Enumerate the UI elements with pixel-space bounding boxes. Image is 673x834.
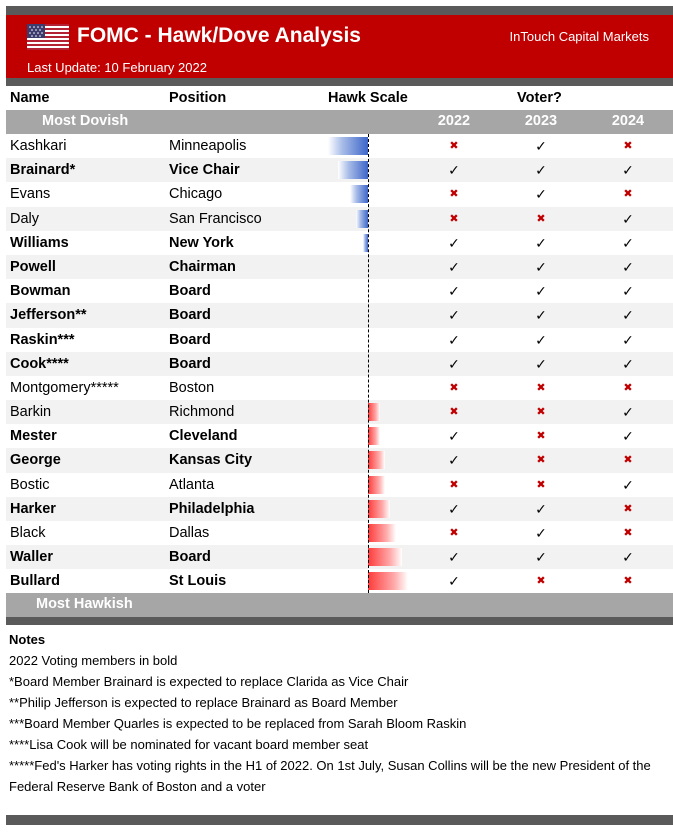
member-position: St Louis bbox=[169, 573, 227, 590]
cross-icon: ✖ bbox=[623, 381, 633, 394]
member-name: Williams bbox=[10, 234, 69, 251]
member-row bbox=[6, 569, 673, 593]
cross-icon: ✖ bbox=[449, 188, 459, 201]
member-row bbox=[6, 231, 673, 255]
check-icon: ✓ bbox=[535, 258, 547, 275]
check-icon: ✓ bbox=[535, 138, 547, 154]
cross-icon: ✖ bbox=[623, 575, 633, 588]
check-icon: ✓ bbox=[535, 525, 547, 541]
check-icon: ✓ bbox=[448, 355, 460, 372]
member-position: Chicago bbox=[169, 186, 223, 203]
cross-icon: ✖ bbox=[449, 527, 459, 539]
check-icon: ✓ bbox=[535, 549, 547, 566]
cross-icon: ✖ bbox=[449, 140, 459, 152]
cross-icon: ✖ bbox=[536, 454, 546, 467]
check-icon: ✓ bbox=[622, 331, 634, 348]
notes-section bbox=[9, 629, 669, 797]
cross-icon: ✖ bbox=[449, 478, 459, 491]
hawk-scale-bar bbox=[368, 476, 385, 494]
member-name: Mester bbox=[10, 428, 57, 445]
member-name: Evans bbox=[10, 186, 51, 203]
check-icon: ✓ bbox=[535, 307, 547, 324]
check-icon: ✓ bbox=[622, 234, 634, 251]
dove-scale-bar bbox=[350, 185, 368, 203]
check-icon: ✓ bbox=[622, 404, 634, 421]
member-row bbox=[6, 448, 673, 472]
member-row bbox=[6, 182, 673, 206]
cross-icon: ✖ bbox=[623, 188, 633, 201]
member-row bbox=[6, 255, 673, 279]
check-icon: ✓ bbox=[622, 549, 634, 566]
note-line: ***Board Member Quarles is expected to be replaced from Sarah Bloom Raskin bbox=[9, 716, 467, 731]
check-icon: ✓ bbox=[448, 307, 460, 324]
member-name: Brainard* bbox=[10, 162, 76, 179]
member-row bbox=[6, 328, 673, 352]
check-icon: ✓ bbox=[535, 283, 547, 300]
check-icon: ✓ bbox=[448, 549, 460, 566]
member-name: Kashkari bbox=[10, 138, 67, 154]
check-icon: ✓ bbox=[535, 234, 547, 251]
member-name: Bowman bbox=[10, 283, 71, 300]
cross-icon: ✖ bbox=[536, 575, 546, 588]
note-line: **Philip Jefferson is expected to replace Brainard as Board Member bbox=[9, 695, 398, 710]
notes-title: Notes bbox=[9, 632, 46, 647]
check-icon: ✓ bbox=[448, 234, 460, 251]
most-hawkish-band bbox=[6, 593, 673, 617]
dove-scale-bar bbox=[356, 210, 368, 228]
check-icon: ✓ bbox=[448, 573, 460, 590]
check-icon: ✓ bbox=[535, 355, 547, 372]
hawk-scale-bar bbox=[368, 403, 380, 421]
hawk-scale-bar bbox=[368, 524, 396, 542]
cross-icon: ✖ bbox=[536, 478, 546, 491]
member-name: Powell bbox=[10, 258, 56, 275]
most-dovish-band bbox=[6, 110, 673, 134]
check-icon: ✓ bbox=[622, 476, 634, 493]
member-position: Board bbox=[169, 355, 211, 372]
brand-name: InTouch Capital Markets bbox=[509, 29, 649, 44]
check-icon: ✓ bbox=[622, 307, 634, 324]
member-name: Cook**** bbox=[10, 355, 69, 372]
check-icon: ✓ bbox=[535, 500, 547, 517]
check-icon: ✓ bbox=[448, 452, 460, 469]
cross-icon: ✖ bbox=[536, 406, 546, 419]
hawk-scale-bar bbox=[368, 451, 385, 469]
member-position: New York bbox=[169, 234, 234, 251]
cross-icon: ✖ bbox=[536, 430, 546, 443]
hawk-scale-bar bbox=[368, 548, 402, 566]
hawk-scale-bar bbox=[368, 427, 380, 445]
report-title: FOMC - Hawk/Dove Analysis bbox=[77, 24, 361, 47]
member-position: Chairman bbox=[169, 258, 236, 275]
member-position: Atlanta bbox=[169, 476, 215, 493]
member-row bbox=[6, 376, 673, 400]
note-line: ****Lisa Cook will be nominated for vacant board member seat bbox=[9, 737, 369, 752]
member-position: Kansas City bbox=[169, 452, 253, 469]
member-position: Cleveland bbox=[169, 428, 238, 445]
member-row bbox=[6, 545, 673, 569]
member-position: Board bbox=[169, 307, 211, 324]
cross-icon: ✖ bbox=[623, 140, 633, 152]
note-line: 2022 Voting members in bold bbox=[9, 653, 178, 668]
check-icon: ✓ bbox=[622, 210, 634, 227]
member-name: Jefferson** bbox=[10, 307, 87, 324]
member-row bbox=[6, 400, 673, 424]
check-icon: ✓ bbox=[535, 162, 547, 179]
column-header-name: Name bbox=[10, 90, 50, 106]
cross-icon: ✖ bbox=[623, 454, 633, 467]
check-icon: ✓ bbox=[448, 162, 460, 179]
check-icon: ✓ bbox=[622, 258, 634, 275]
cross-icon: ✖ bbox=[536, 212, 546, 225]
member-row bbox=[6, 134, 673, 158]
member-row bbox=[6, 424, 673, 448]
check-icon: ✓ bbox=[535, 331, 547, 348]
last-update: Last Update: 10 February 2022 bbox=[27, 60, 207, 75]
member-name: Barkin bbox=[10, 404, 52, 421]
member-row bbox=[6, 207, 673, 231]
member-row bbox=[6, 497, 673, 521]
member-position: Philadelphia bbox=[169, 500, 255, 517]
year-header-2022: 2022 bbox=[437, 113, 471, 129]
check-icon: ✓ bbox=[448, 428, 460, 445]
cross-icon: ✖ bbox=[449, 406, 459, 419]
cross-icon: ✖ bbox=[623, 527, 633, 539]
member-name: Black bbox=[10, 525, 46, 541]
dove-scale-bar bbox=[328, 137, 368, 155]
member-name: George bbox=[10, 452, 61, 469]
hawk-scale-bar bbox=[368, 500, 390, 518]
check-icon: ✓ bbox=[448, 258, 460, 275]
member-name: Bostic bbox=[10, 476, 50, 493]
cross-icon: ✖ bbox=[449, 212, 459, 225]
hawk-scale-neutral-axis bbox=[368, 134, 369, 593]
cross-icon: ✖ bbox=[536, 381, 546, 394]
member-row bbox=[6, 158, 673, 182]
member-row bbox=[6, 521, 673, 545]
column-header-hawk-scale: Hawk Scale bbox=[328, 90, 408, 106]
member-row bbox=[6, 352, 673, 376]
member-name: Daly bbox=[10, 210, 40, 227]
member-name: Montgomery***** bbox=[10, 379, 119, 396]
member-row bbox=[6, 473, 673, 497]
member-name: Waller bbox=[10, 549, 53, 566]
us-flag-icon bbox=[27, 24, 69, 50]
check-icon: ✓ bbox=[622, 428, 634, 445]
member-table bbox=[6, 134, 673, 594]
check-icon: ✓ bbox=[622, 355, 634, 372]
member-position: Boston bbox=[169, 379, 215, 396]
footer-divider-bar bbox=[6, 815, 673, 825]
check-icon: ✓ bbox=[448, 331, 460, 348]
member-position: Richmond bbox=[169, 404, 235, 421]
member-position: Board bbox=[169, 549, 211, 566]
member-position: Dallas bbox=[169, 525, 210, 541]
top-divider-bar bbox=[6, 6, 673, 15]
member-position: Board bbox=[169, 283, 211, 300]
notes-divider-bar bbox=[6, 617, 673, 625]
member-position: San Francisco bbox=[169, 210, 262, 227]
member-name: Harker bbox=[10, 500, 56, 517]
check-icon: ✓ bbox=[622, 283, 634, 300]
cross-icon: ✖ bbox=[449, 381, 459, 394]
header-divider-bar bbox=[6, 78, 673, 86]
member-position: Minneapolis bbox=[169, 138, 247, 154]
member-row bbox=[6, 303, 673, 327]
member-name: Bullard bbox=[10, 573, 60, 590]
note-line: *****Fed's Harker has voting rights in the H1 of 2022. On 1st July, Susan Collins will be the new President of the Federal Reserve Bank of Boston and a voter bbox=[9, 758, 651, 794]
note-line: *Board Member Brainard is expected to replace Clarida as Vice Chair bbox=[9, 674, 409, 689]
year-header-2023: 2023 bbox=[524, 113, 558, 129]
check-icon: ✓ bbox=[622, 162, 634, 179]
report-header bbox=[6, 15, 673, 78]
dove-scale-bar bbox=[338, 161, 368, 179]
column-header-position: Position bbox=[169, 90, 227, 106]
most-hawkish-label: Most Hawkish bbox=[36, 596, 133, 612]
check-icon: ✓ bbox=[448, 283, 460, 300]
hawk-scale-bar bbox=[368, 572, 408, 590]
column-header-voter: Voter? bbox=[517, 90, 562, 106]
check-icon: ✓ bbox=[535, 186, 547, 203]
most-dovish-label: Most Dovish bbox=[42, 113, 129, 129]
member-position: Vice Chair bbox=[169, 162, 240, 179]
check-icon: ✓ bbox=[448, 500, 460, 517]
year-header-2024: 2024 bbox=[611, 113, 645, 129]
member-name: Raskin*** bbox=[10, 331, 75, 348]
member-row bbox=[6, 279, 673, 303]
cross-icon: ✖ bbox=[623, 502, 633, 515]
member-position: Board bbox=[169, 331, 211, 348]
